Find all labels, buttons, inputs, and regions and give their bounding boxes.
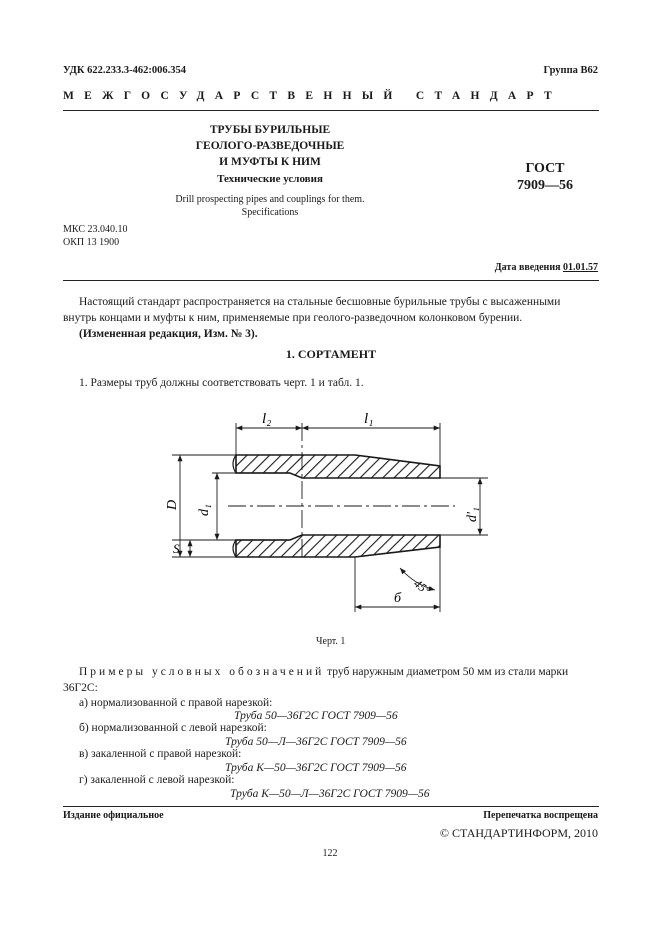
english-title-line: Drill prospecting pipes and couplings for them.: [175, 194, 365, 205]
examples-intro-line2: 36Г2С:: [63, 682, 98, 694]
title-line: ГЕОЛОГО-РАЗВЕДОЧНЫЕ: [195, 140, 345, 152]
introduction-date-value: 01.01.57: [563, 262, 598, 273]
dim-label-l1: l₁: [364, 411, 374, 427]
introduction-date-label: Дата введения: [494, 262, 561, 273]
example-designation: Труба К—50—36Г2С ГОСТ 7909—56: [225, 762, 407, 774]
gost-number: 7909—56: [517, 178, 573, 193]
section-heading: 1. СОРТАМЕНТ: [285, 347, 377, 361]
udk-code: УДК 622.233.3-462:006.354: [63, 65, 186, 76]
official-edition: Издание официальное: [63, 810, 164, 821]
example-label: в) закаленной с правой нарезкой:: [79, 748, 242, 760]
dim-label-d-outer: D: [165, 499, 180, 510]
examples-intro-rest: труб наружным диаметром 50 мм из стали марки: [324, 666, 569, 678]
mks-code: МКС 23.040.10: [63, 224, 128, 235]
example-label: а) нормализованной с правой нарезкой:: [79, 697, 273, 709]
example-designation: Труба 50—Л—36Г2С ГОСТ 7909—56: [225, 736, 407, 748]
footer-rule: [63, 806, 599, 807]
intro-line: Настоящий стандарт распространяется на стальные бесшовные бурильные трубы с высаженными: [79, 296, 561, 308]
title-line: ТРУБЫ БУРИЛЬНЫЕ: [209, 124, 331, 136]
interstate-standard-heading: МЕЖГОСУДАРСТВЕННЫЙ СТАНДАРТ: [63, 90, 562, 102]
dim-label-s: S: [173, 541, 180, 556]
gost-label: ГОСТ: [525, 161, 565, 176]
pipe-wall-bottom-section: [236, 535, 440, 557]
okp-code: ОКП 13 1900: [63, 237, 120, 248]
clause-1: 1. Размеры труб должны соответствовать черт. 1 и табл. 1.: [79, 377, 364, 389]
angle-label: 45°: [411, 576, 434, 598]
pipe-wall-top-section: [236, 455, 440, 478]
reprint-prohibited: Перепечатка воспрещена: [483, 810, 598, 821]
example-designation: Труба 50—36Г2С ГОСТ 7909—56: [234, 710, 398, 722]
dim-label-l2: l₂: [262, 411, 272, 427]
example-label: г) закаленной с левой нарезкой:: [79, 774, 235, 786]
example-label: б) нормализованной с левой нарезкой:: [79, 722, 267, 734]
example-designation: Труба К—50—Л—36Г2С ГОСТ 7909—56: [230, 788, 430, 800]
title-line: И МУФТЫ К НИМ: [219, 156, 321, 168]
group-code: Группа В62: [543, 65, 598, 76]
examples-intro: [63, 664, 603, 696]
examples-intro-spaced: Примеры условных обозначений: [79, 666, 325, 678]
page-number: 122: [322, 848, 338, 859]
drawing-caption: Черт. 1: [316, 636, 346, 647]
intro-line: внутрь концами и муфты к ним, применяемые при геолого-разведочном колонковом бурении.: [63, 312, 523, 324]
copyright: © СТАНДАРТИНФОРМ, 2010: [439, 826, 598, 840]
dim-label-b: б: [394, 591, 402, 606]
amendment-note: (Измененная редакция, Изм. № 3).: [79, 328, 258, 340]
dim-label-d1-prime: d'₁: [465, 507, 480, 522]
english-title-line: Specifications: [241, 207, 299, 218]
document-subtitle: Технические условия: [217, 173, 323, 185]
dim-label-d1: d₁: [197, 504, 212, 516]
